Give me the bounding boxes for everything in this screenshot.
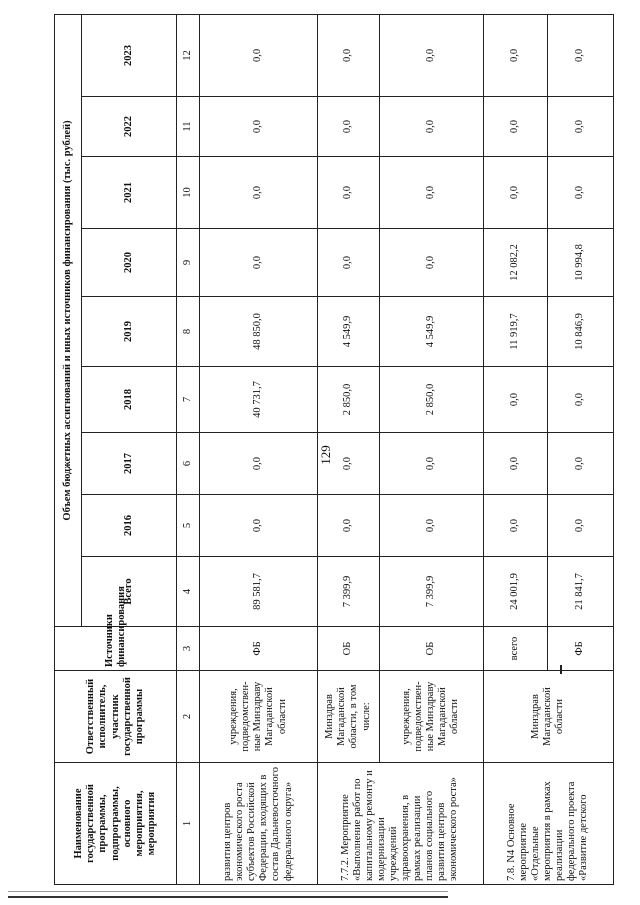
row-value: 0,0 xyxy=(380,433,484,495)
row-value: 0,0 xyxy=(483,97,547,157)
col-number: 11 xyxy=(177,97,200,157)
header-source: Источники финансирования xyxy=(55,627,177,671)
row-value: 0,0 xyxy=(380,229,484,297)
column-number-row xyxy=(177,14,200,884)
row-name: развития центров экономического роста субъектов Российской Федерации, входящих в состав Дальневосточного федерального округа» xyxy=(199,763,317,885)
row-source: всего xyxy=(483,627,547,671)
row-value: 48 850,0 xyxy=(199,297,317,367)
row-total: 89 581,7 xyxy=(199,557,317,627)
row-value: 0,0 xyxy=(199,495,317,557)
row-value: 4 549,9 xyxy=(317,297,379,367)
header-year: 2023 xyxy=(81,14,176,96)
row-source: ФБ xyxy=(199,627,317,671)
header-year: 2018 xyxy=(81,367,176,433)
col-number: 10 xyxy=(177,157,200,229)
col-number: 8 xyxy=(177,297,200,367)
col-number: 9 xyxy=(177,229,200,297)
row-value: 0,0 xyxy=(317,229,379,297)
table-row xyxy=(199,14,317,884)
row-total: 7 399,9 xyxy=(317,557,379,627)
table-row xyxy=(380,14,484,884)
row-source: ОБ xyxy=(317,627,379,671)
header-year: 2017 xyxy=(81,433,176,495)
row-value: 12 082,2 xyxy=(483,229,547,297)
funding-table xyxy=(54,14,614,885)
header-year: 2022 xyxy=(81,97,176,157)
scan-mark xyxy=(560,665,562,674)
row-value: 0,0 xyxy=(483,433,547,495)
page-number: 129 xyxy=(318,445,333,465)
row-value: 40 731,7 xyxy=(199,367,317,433)
row-responsible: Минздрав Магаданской области, в том числе: xyxy=(317,671,379,763)
row-value: 2 850,0 xyxy=(380,367,484,433)
row-value: 0,0 xyxy=(317,157,379,229)
row-value: 4 549,9 xyxy=(380,297,484,367)
row-value: 0,0 xyxy=(380,14,484,96)
row-value: 0,0 xyxy=(199,14,317,96)
row-source: ОБ xyxy=(380,627,484,671)
row-value: 0,0 xyxy=(547,433,613,495)
row-value: 0,0 xyxy=(547,14,613,96)
row-value: 0,0 xyxy=(317,495,379,557)
row-value: 0,0 xyxy=(199,229,317,297)
row-value: 0,0 xyxy=(547,495,613,557)
header-year: 2020 xyxy=(81,229,176,297)
header-name: Наименование государственной программы, подпрограммы, основного мероприятия, мероприятия xyxy=(55,763,177,885)
row-value: 0,0 xyxy=(199,157,317,229)
col-number: 2 xyxy=(177,671,200,763)
col-number: 4 xyxy=(177,557,200,627)
scan-edge-line xyxy=(8,891,448,892)
row-value: 0,0 xyxy=(380,157,484,229)
row-value: 0,0 xyxy=(380,495,484,557)
row-value: 0,0 xyxy=(317,433,379,495)
col-number: 1 xyxy=(177,763,200,885)
row-value: 0,0 xyxy=(483,157,547,229)
row-value: 0,0 xyxy=(380,97,484,157)
row-total: 21 841,7 xyxy=(547,557,613,627)
col-number: 6 xyxy=(177,433,200,495)
row-value: 0,0 xyxy=(199,97,317,157)
rotated-page-content xyxy=(54,15,614,885)
row-total: 7 399,9 xyxy=(380,557,484,627)
row-value: 0,0 xyxy=(317,14,379,96)
row-name: 7.8. N4 Основное мероприятие «Отдельные мероприятия в рамках реализации федерального проекта «Развитие детского xyxy=(483,763,613,885)
row-total: 24 001,9 xyxy=(483,557,547,627)
row-source: ФБ xyxy=(547,627,613,671)
header-total: Всего xyxy=(81,557,176,627)
row-value: 2 850,0 xyxy=(317,367,379,433)
scan-edge-line xyxy=(8,896,448,898)
row-value: 0,0 xyxy=(483,367,547,433)
header-responsible: Ответственный исполнитель, участник государственной программы xyxy=(55,671,177,763)
row-responsible: учреждения, подведомствен-ные Минздраву Магаданской области xyxy=(380,671,484,763)
row-responsible: Минздрав Магаданской области xyxy=(483,671,613,763)
col-number: 3 xyxy=(177,627,200,671)
table-row xyxy=(483,14,547,884)
row-responsible: учреждения, подведомствен-ные Минздраву Магаданской области xyxy=(199,671,317,763)
header-year: 2021 xyxy=(81,157,176,229)
header-funding-group: Объем бюджетных ассигнований и иных источников финансирования (тыс. рублей) xyxy=(55,14,82,626)
row-value: 0,0 xyxy=(199,433,317,495)
col-number: 7 xyxy=(177,367,200,433)
row-value: 0,0 xyxy=(483,14,547,96)
row-value: 0,0 xyxy=(317,97,379,157)
header-year: 2016 xyxy=(81,495,176,557)
row-value: 10 846,9 xyxy=(547,297,613,367)
row-value: 0,0 xyxy=(547,367,613,433)
row-name: 7.7.2. Мероприятие «Выполнение работ по капитальному ремонту и модернизации учреждений здравоохранения, в рамках реализации планов социального развития центров экономического роста» xyxy=(317,763,483,885)
row-value: 0,0 xyxy=(483,495,547,557)
row-value: 0,0 xyxy=(547,157,613,229)
table-row xyxy=(317,14,379,884)
col-number: 12 xyxy=(177,14,200,96)
row-value: 11 919,7 xyxy=(483,297,547,367)
header-year: 2019 xyxy=(81,297,176,367)
row-value: 0,0 xyxy=(547,97,613,157)
row-value: 10 994,8 xyxy=(547,229,613,297)
col-number: 5 xyxy=(177,495,200,557)
